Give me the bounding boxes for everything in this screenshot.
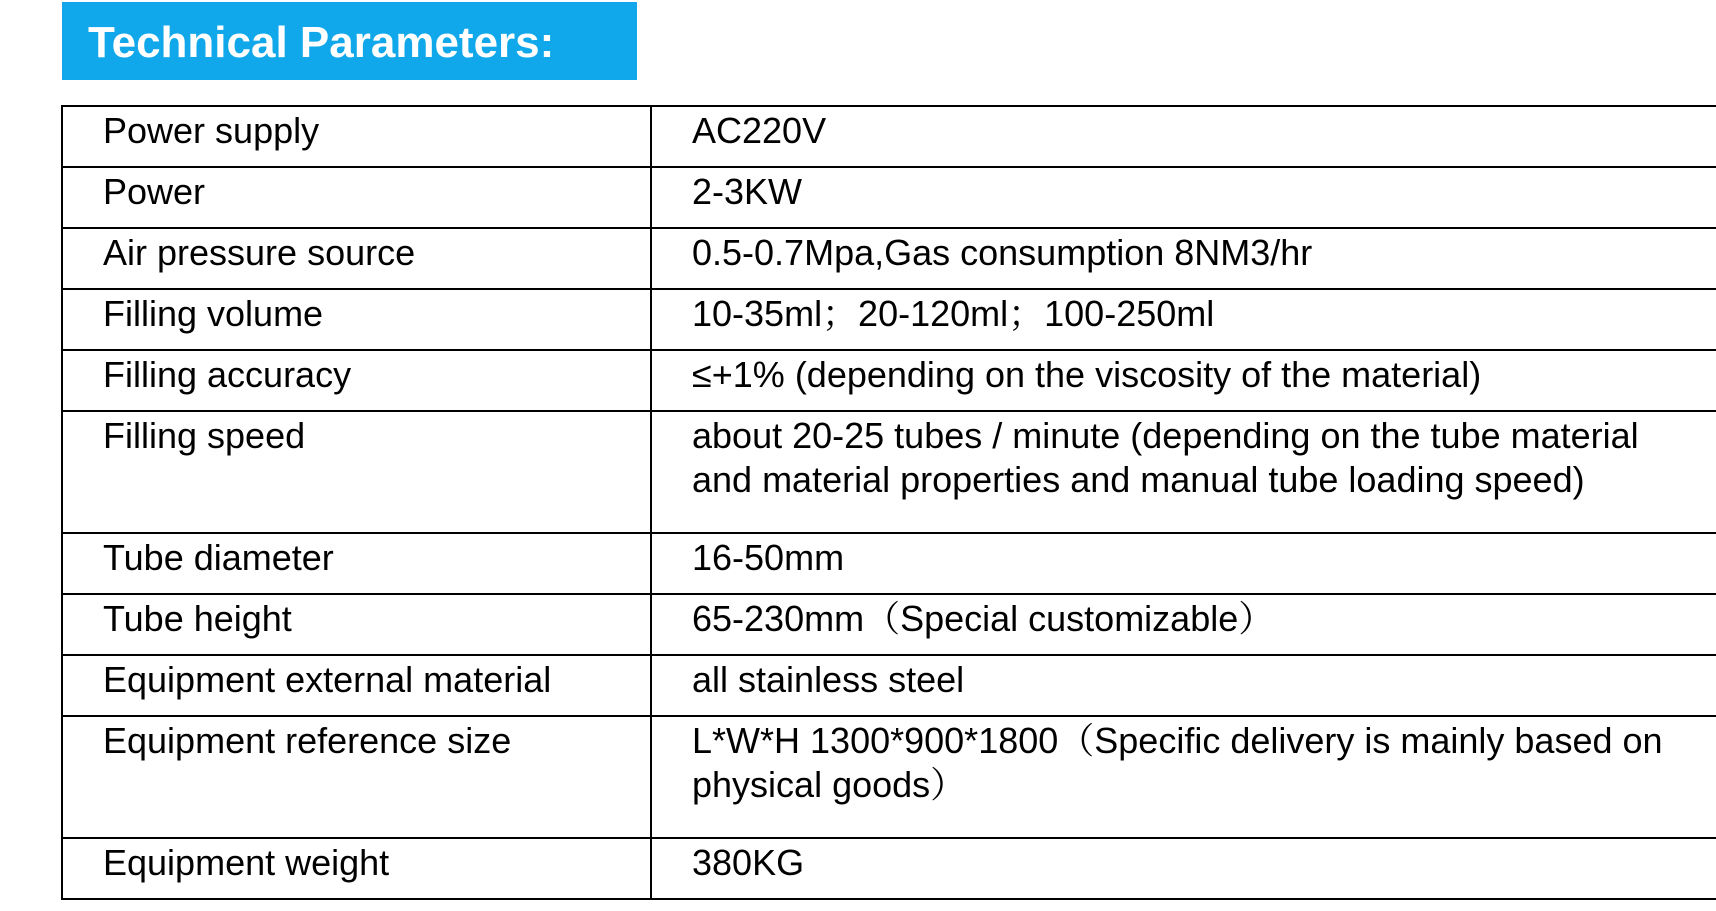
parameter-label: Equipment weight <box>62 838 651 899</box>
parameter-label: Equipment external material <box>62 655 651 716</box>
table-row <box>62 106 1716 167</box>
table-row <box>62 289 1716 350</box>
table-row <box>62 838 1716 899</box>
parameter-value: 65-230mm（Special customizable） <box>651 594 1716 655</box>
parameter-value: L*W*H 1300*900*1800（Specific delivery is mainly based on physical goods） <box>651 716 1716 838</box>
title-banner <box>62 2 637 80</box>
table-row <box>62 167 1716 228</box>
parameter-value: 2-3KW <box>651 167 1716 228</box>
table-row <box>62 533 1716 594</box>
parameter-value: AC220V <box>651 106 1716 167</box>
table-row <box>62 716 1716 838</box>
parameter-value: all stainless steel <box>651 655 1716 716</box>
parameter-label: Equipment reference size <box>62 716 651 838</box>
parameter-value: ≤+1% (depending on the viscosity of the material) <box>651 350 1716 411</box>
table-row <box>62 655 1716 716</box>
parameter-label: Filling accuracy <box>62 350 651 411</box>
parameter-label: Filling volume <box>62 289 651 350</box>
parameter-value: 380KG <box>651 838 1716 899</box>
table-row <box>62 350 1716 411</box>
parameter-value: 0.5-0.7Mpa,Gas consumption 8NM3/hr <box>651 228 1716 289</box>
page-title: Technical Parameters: <box>88 18 555 67</box>
table-row <box>62 228 1716 289</box>
parameter-label: Tube diameter <box>62 533 651 594</box>
parameter-value: about 20-25 tubes / minute (depending on the tube material and material properties and manual tube loading speed) <box>651 411 1716 533</box>
table-row <box>62 411 1716 533</box>
parameter-label: Power supply <box>62 106 651 167</box>
parameter-label: Air pressure source <box>62 228 651 289</box>
parameter-value: 16-50mm <box>651 533 1716 594</box>
parameters-table <box>61 105 1716 900</box>
parameter-value: 10-35ml；20-120ml；100-250ml <box>651 289 1716 350</box>
parameter-label: Filling speed <box>62 411 651 533</box>
parameter-label: Power <box>62 167 651 228</box>
table-row <box>62 594 1716 655</box>
parameter-label: Tube height <box>62 594 651 655</box>
